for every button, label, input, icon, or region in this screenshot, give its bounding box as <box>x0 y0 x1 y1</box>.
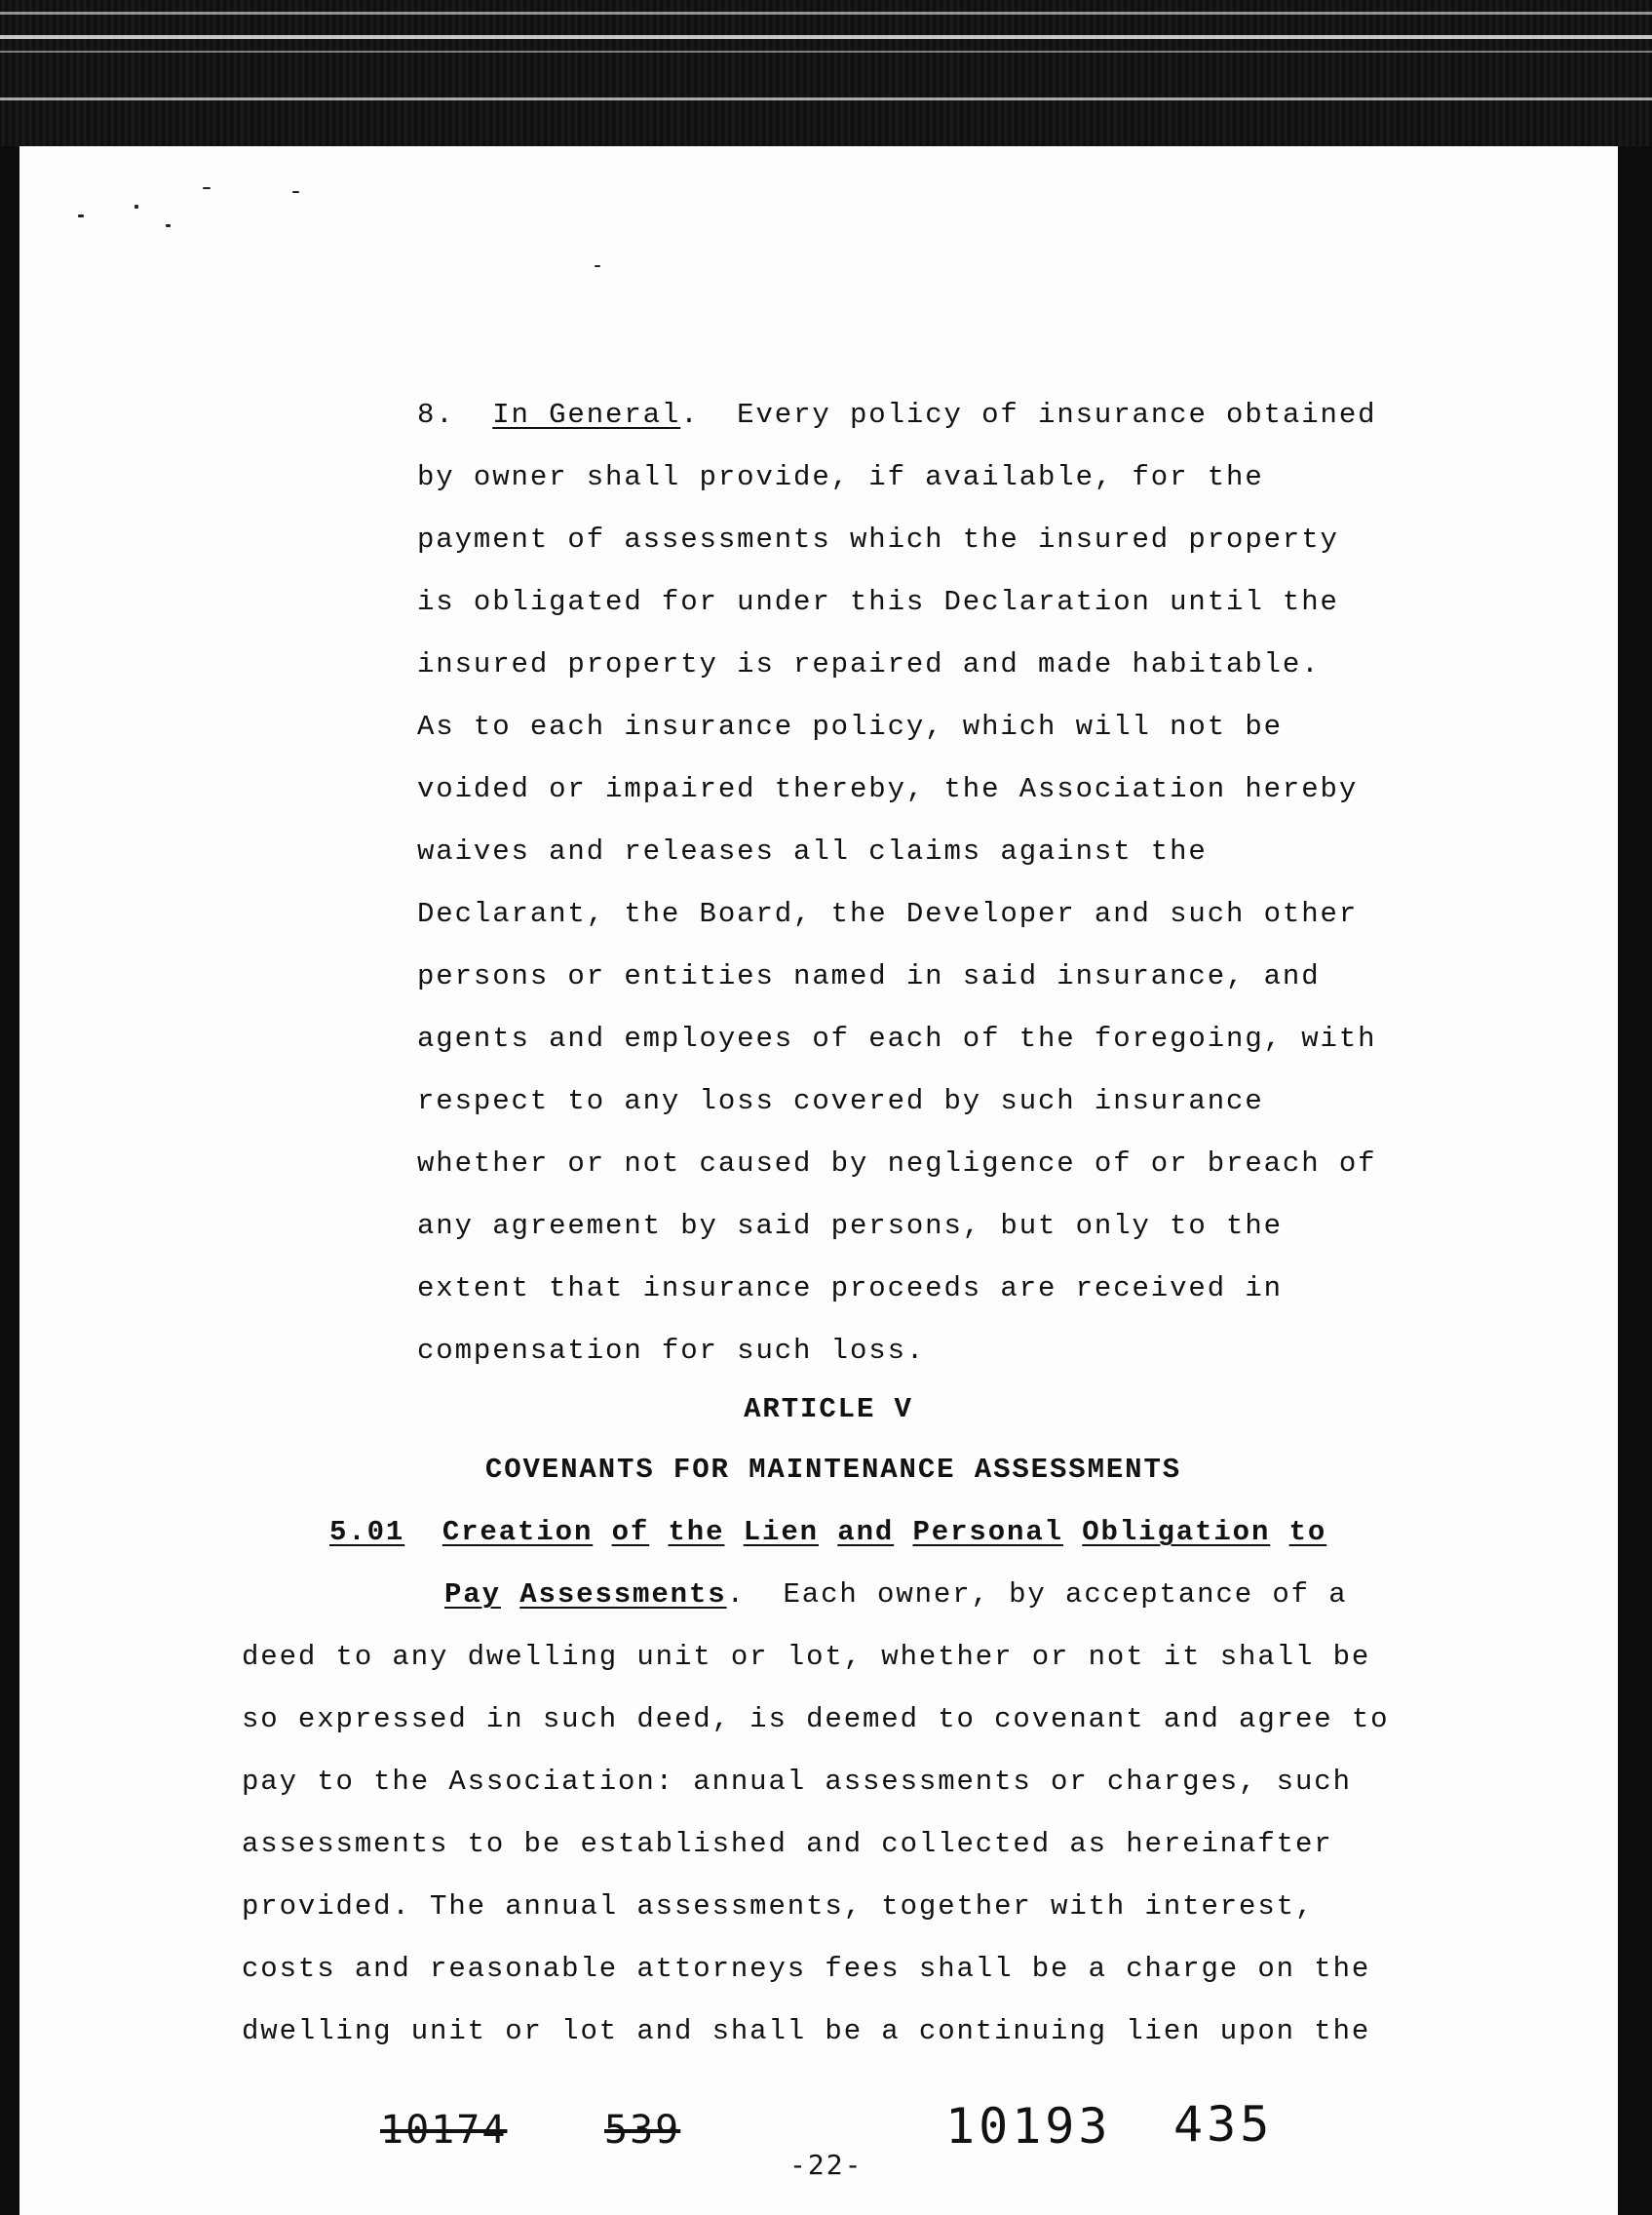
paragraph-b-line: insured property is repaired and made habitable. <box>417 648 1321 680</box>
paragraph-b-line: compensation for such loss. <box>417 1335 926 1367</box>
section-501-heading-word: Creation <box>442 1516 594 1548</box>
recording-page-number: 435 <box>1173 2096 1274 2153</box>
paragraph-b-line: whether or not caused by negligence of or breach of <box>417 1147 1377 1180</box>
paragraph-b-line: voided or impaired thereby, the Association hereby <box>417 773 1359 805</box>
section-501-heading-line-1 <box>329 1511 1326 1554</box>
section-501-heading-word: the <box>668 1516 725 1548</box>
paragraph-b-line-1 <box>417 394 1376 437</box>
section-501-heading-word: and <box>837 1516 895 1548</box>
scan-top-border <box>0 0 1652 146</box>
paragraph-b-line: Declarant, the Board, the Developer and such other <box>417 898 1359 930</box>
section-501-heading-punct: . <box>726 1578 746 1611</box>
section-501-heading-word: to <box>1288 1516 1327 1548</box>
paragraph-b-heading: In General <box>492 399 681 431</box>
section-501-line: dwelling unit or lot and shall be a continuing lien upon the <box>242 2015 1371 2047</box>
paragraph-b-line: agents and employees of each of the foregoing, with <box>417 1023 1377 1055</box>
paragraph-b-heading-punct: . <box>680 399 700 431</box>
page-number: -22- <box>789 2149 864 2181</box>
section-501-line: pay to the Association: annual assessments or charges, such <box>242 1766 1352 1798</box>
section-501-line: so expressed in such deed, is deemed to covenant and agree to <box>242 1703 1390 1735</box>
section-501-heading-word: Assessments <box>519 1578 727 1611</box>
paragraph-b-line: is obligated for under this Declaration until the <box>417 586 1339 618</box>
article-title: ARTICLE V <box>744 1393 913 1425</box>
section-501-line: assessments to be established and collected as hereinafter <box>242 1828 1333 1860</box>
document-body <box>19 146 1618 2215</box>
old-book-number: 10174 <box>380 2108 508 2153</box>
book-number: 10193 <box>945 2098 1112 2155</box>
document-page <box>19 146 1618 2215</box>
section-501-text: Each owner, by acceptance of a <box>783 1578 1348 1611</box>
paragraph-b-text: Every policy of insurance obtained <box>737 399 1377 431</box>
section-501-heading-word: Lien <box>743 1516 819 1548</box>
section-501-line: deed to any dwelling unit or lot, whether or not it shall be <box>242 1641 1371 1673</box>
section-501-line: costs and reasonable attorneys fees shall be a charge on the <box>242 1953 1371 1985</box>
paragraph-b-line: any agreement by said persons, but only to the <box>417 1210 1283 1242</box>
paragraph-b-line: by owner shall provide, if available, for the <box>417 461 1264 493</box>
article-subtitle: COVENANTS FOR MAINTENANCE ASSESSMENTS <box>484 1454 1182 1486</box>
section-501-heading-line-2 <box>444 1574 1348 1616</box>
paragraph-b-line: respect to any loss covered by such insurance <box>417 1085 1264 1117</box>
paragraph-b-line: persons or entities named in said insurance, and <box>417 960 1321 992</box>
section-501-number: 5.01 <box>329 1516 405 1548</box>
paragraph-b-number: 8. <box>417 399 455 431</box>
paragraph-b-line: extent that insurance proceeds are received in <box>417 1272 1283 1304</box>
old-page-number: 539 <box>604 2108 681 2153</box>
section-501-heading-word: Pay <box>444 1578 501 1611</box>
paragraph-b-line: payment of assessments which the insured property <box>417 524 1339 556</box>
section-501-heading-word: of <box>611 1516 650 1548</box>
paragraph-b-line: As to each insurance policy, which will not be <box>417 711 1283 743</box>
section-501-line: provided. The annual assessments, together with interest, <box>242 1890 1315 1923</box>
paragraph-b-line: waives and releases all claims against the <box>417 835 1208 868</box>
section-501-heading-word: Personal <box>912 1516 1063 1548</box>
section-501-heading-word: Obligation <box>1082 1516 1271 1548</box>
